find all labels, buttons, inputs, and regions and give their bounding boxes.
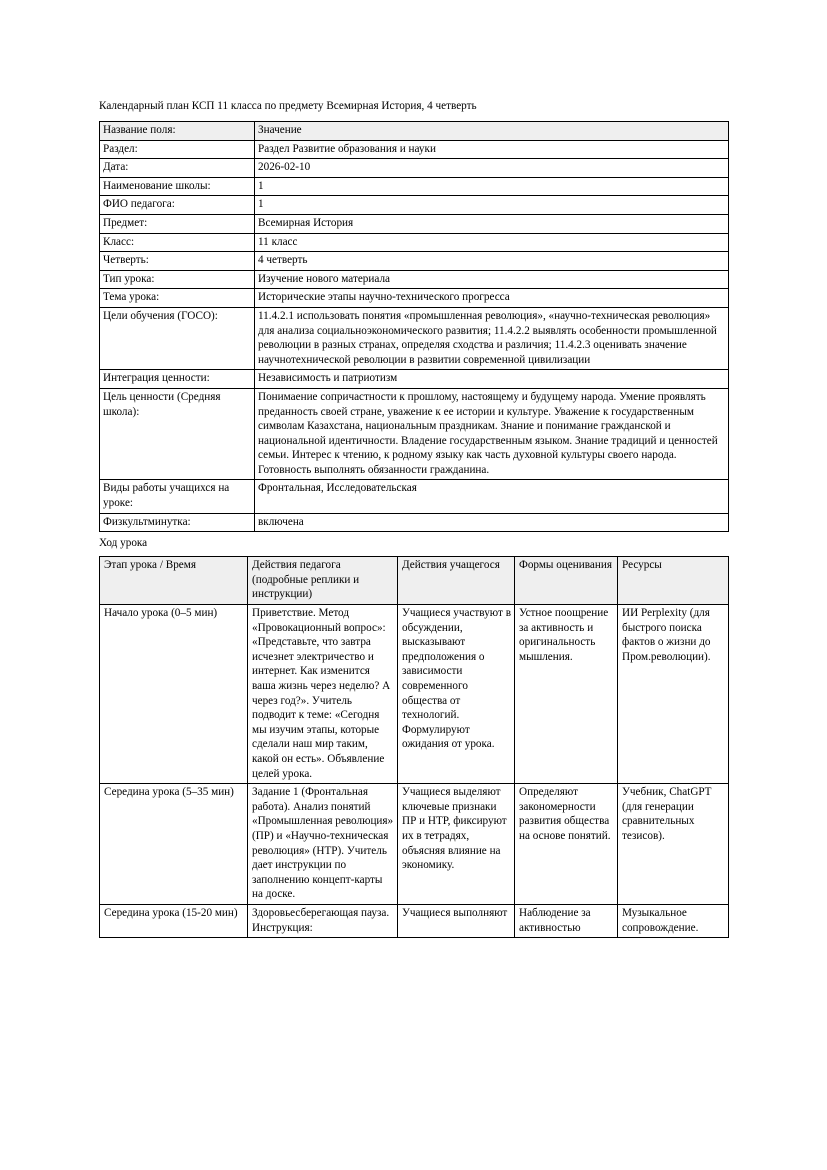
flow-resources: ИИ Perplexity (для быстрого поиска фактов о жизни до Пром.революции). bbox=[618, 605, 729, 784]
info-value: Независимость и патриотизм bbox=[255, 370, 729, 389]
lesson-flow-heading: Ход урока bbox=[99, 537, 148, 550]
flow-teacher-actions: Задание 1 (Фронтальная работа). Анализ понятий «Промышленная революция» (ПР) и «Научно-техническая революция» (НТР). Учитель дает инструкции по заполнению концепт-карты на доске. bbox=[248, 784, 398, 905]
table-row bbox=[100, 159, 729, 178]
column-header-assessment: Формы оценивания bbox=[515, 557, 618, 605]
table-row bbox=[100, 480, 729, 513]
flow-stage: Середина урока (15-20 мин) bbox=[100, 904, 248, 937]
info-value: включена bbox=[255, 513, 729, 532]
info-value: Понимаение сопричастности к прошлому, настоящему и будущему народа. Умение проявлять преданность своей стране, уважение к ее истории и культуре. Уважение к государственным символам Казахстана, национальным праздникам. Знание и понимание гражданской и национальной идентичности. Владение государственным языком. Знание традиций и ценностей семьи. Интерес к чтению, к родному языку как часть духовной культуры своего народа. Готовность выполнять обязанности гражданина. bbox=[255, 388, 729, 480]
info-label: Наименование школы: bbox=[100, 177, 255, 196]
info-label: ФИО педагога: bbox=[100, 196, 255, 215]
info-label: Тема урока: bbox=[100, 289, 255, 308]
info-value: 11.4.2.1 использовать понятия «промышленная революция», «научно-техническая революция» для анализа социальноэкономического развития; 11.4.2.2 выявлять особенности промышленной революции в разных странах, определяя сходства и различия; 11.4.2.3 оценивать значение научнотехнической революции в развитии современной цивилизации bbox=[255, 307, 729, 369]
info-value: Всемирная История bbox=[255, 214, 729, 233]
info-label: Тип урока: bbox=[100, 270, 255, 289]
info-label: Цели обучения (ГОСО): bbox=[100, 307, 255, 369]
table-row bbox=[100, 307, 729, 369]
info-label: Виды работы учащихся на уроке: bbox=[100, 480, 255, 513]
table-row bbox=[100, 196, 729, 215]
lesson-info-table bbox=[99, 121, 729, 532]
column-header-value: Значение bbox=[255, 122, 729, 141]
table-row bbox=[100, 605, 729, 784]
lesson-flow-table bbox=[99, 556, 729, 938]
table-row bbox=[100, 289, 729, 308]
info-value: 4 четверть bbox=[255, 252, 729, 271]
table-row bbox=[100, 140, 729, 159]
info-value: 2026-02-10 bbox=[255, 159, 729, 178]
info-value: 1 bbox=[255, 196, 729, 215]
table-row bbox=[100, 513, 729, 532]
column-header-stage: Этап урока / Время bbox=[100, 557, 248, 605]
flow-resources: Музыкальное сопровождение. bbox=[618, 904, 729, 937]
column-header-resources: Ресурсы bbox=[618, 557, 729, 605]
info-label: Физкультминутка: bbox=[100, 513, 255, 532]
table-row bbox=[100, 388, 729, 480]
column-header-teacher-actions: Действия педагога (подробные реплики и инструкции) bbox=[248, 557, 398, 605]
info-value: Исторические этапы научно-технического прогресса bbox=[255, 289, 729, 308]
flow-teacher-actions: Приветствие. Метод «Провокационный вопрос»: «Представьте, что завтра исчезнет электричество и интернет. Как изменится ваша жизнь через неделю? А через год?». Учитель подводит к теме: «Сегодня мы изучим этапы, которые сделали наш мир таким, какой он есть». Объявление целей урока. bbox=[248, 605, 398, 784]
info-label: Предмет: bbox=[100, 214, 255, 233]
flow-student-actions: Учащиеся выполняют bbox=[398, 904, 515, 937]
table-row bbox=[100, 177, 729, 196]
info-label: Дата: bbox=[100, 159, 255, 178]
table-row bbox=[100, 233, 729, 252]
table-row bbox=[100, 270, 729, 289]
lesson-flow-table-body bbox=[100, 557, 729, 938]
table-row bbox=[100, 252, 729, 271]
flow-student-actions: Учащиеся участвуют в обсуждении, высказывают предположения о зависимости современного общества от технологий. Формулируют ожидания от урока. bbox=[398, 605, 515, 784]
flow-stage: Середина урока (5–35 мин) bbox=[100, 784, 248, 905]
flow-assessment: Определяют закономерности развития общества на основе понятий. bbox=[515, 784, 618, 905]
info-value: Раздел Развитие образования и науки bbox=[255, 140, 729, 159]
table-header-row bbox=[100, 557, 729, 605]
column-header-field: Название поля: bbox=[100, 122, 255, 141]
lesson-info-table-body bbox=[100, 122, 729, 532]
flow-assessment: Устное поощрение за активность и оригинальность мышления. bbox=[515, 605, 618, 784]
column-header-student-actions: Действия учащегося bbox=[398, 557, 515, 605]
info-label: Раздел: bbox=[100, 140, 255, 159]
table-row bbox=[100, 370, 729, 389]
info-value: Фронтальная, Исследовательская bbox=[255, 480, 729, 513]
flow-stage: Начало урока (0–5 мин) bbox=[100, 605, 248, 784]
info-value: 11 класс bbox=[255, 233, 729, 252]
table-row bbox=[100, 214, 729, 233]
document-content bbox=[99, 99, 728, 938]
info-value: 1 bbox=[255, 177, 729, 196]
info-label: Интеграция ценности: bbox=[100, 370, 255, 389]
info-label: Цель ценности (Средняя школа): bbox=[100, 388, 255, 480]
flow-assessment: Наблюдение за активностью bbox=[515, 904, 618, 937]
flow-student-actions: Учащиеся выделяют ключевые признаки ПР и НТР, фиксируют их в тетрадях, объясняя влияние на экономику. bbox=[398, 784, 515, 905]
table-row bbox=[100, 784, 729, 905]
info-value: Изучение нового материала bbox=[255, 270, 729, 289]
table-header-row bbox=[100, 122, 729, 141]
page-title: Календарный план КСП 11 класса по предмету Всемирная История, 4 четверть bbox=[99, 100, 477, 112]
info-label: Четверть: bbox=[100, 252, 255, 271]
table-row bbox=[100, 904, 729, 937]
info-label: Класс: bbox=[100, 233, 255, 252]
flow-teacher-actions: Здоровьесберегающая пауза. Инструкция: bbox=[248, 904, 398, 937]
flow-resources: Учебник, ChatGPT (для генерации сравнительных тезисов). bbox=[618, 784, 729, 905]
